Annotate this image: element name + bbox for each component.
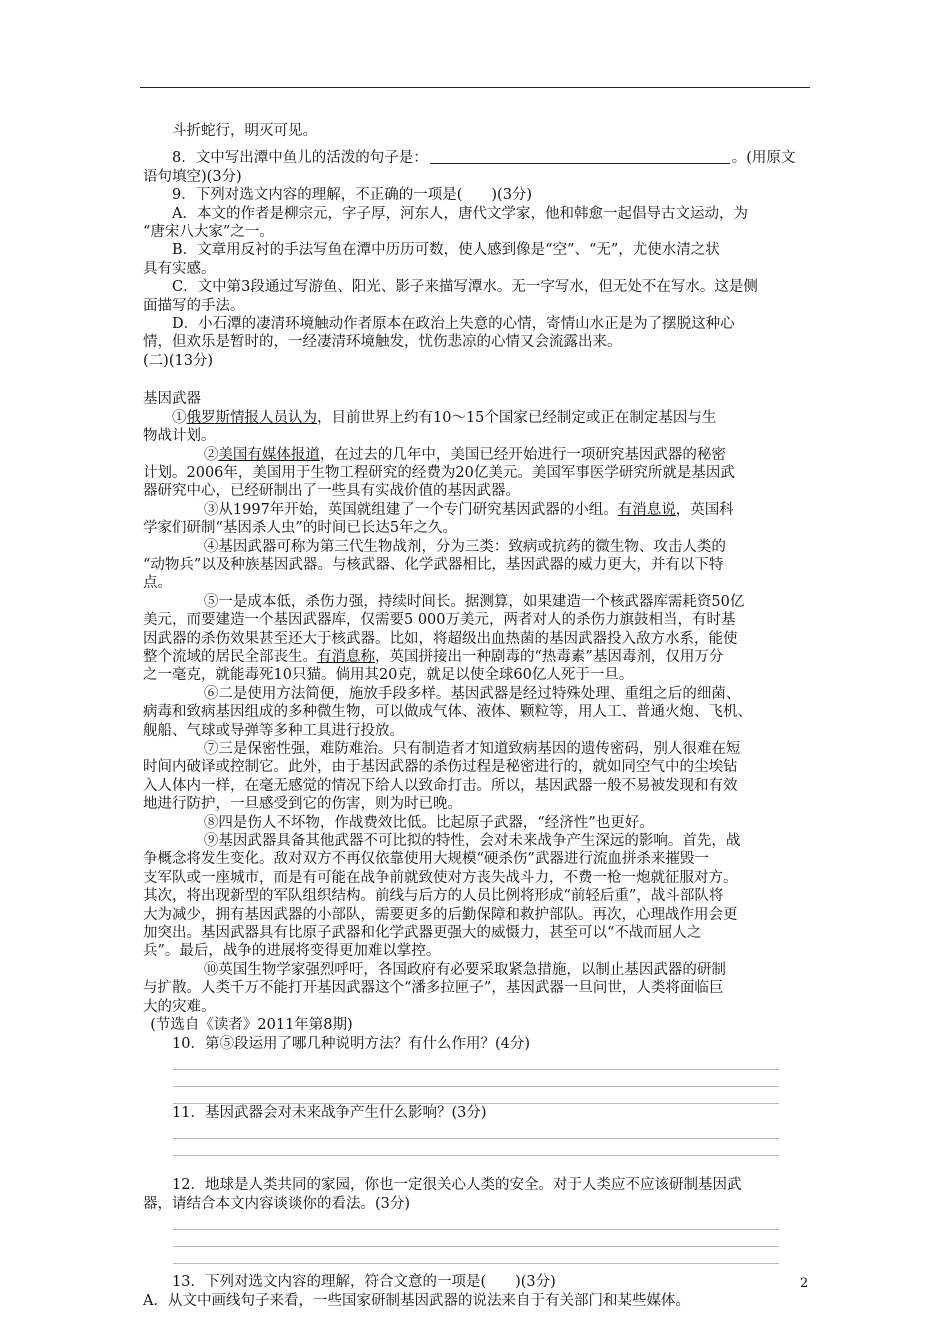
underlined-sentence: 俄罗斯情报人员认为 (186, 409, 317, 426)
paragraph-10: ⑩英国生物学家强烈呼吁，各国政府有必要采取紧急措施，以制止基因武器的研制 (203, 961, 726, 978)
article: 基因武器 ①俄罗斯情报人员认为，目前世界上约有10～15个国家已经制定或正在制定基因与生 物战计划。 ②美国有媒体报道，在过去的几年中，美国已经开始进行一项研究基因武器的秘密 计划。2006年，美国用于生物工程研究的经费为20亿美元。美国军事医学研究所就是基因武 器研究中心，已经研制出了一些具有实战价值的基因武器。 ③从1997年开始，英国就组建了一个专门研究基因武器的小组。有消息说，英国科 学家们研制“基因杀人虫”的时间已长达5年之久。 ④基因武器可称为第三代生物战剂，分为三类：致病或抗药的微生物、攻击人类的 “动物兵”以及种族基因武器。与核武器、化学武器相比，基因武器的威力更大，并有以下特 点。 ⑤一是成本低，杀伤力强，持续时间长。据测算，如果建造一个核武器库需耗资50亿 美元，而要建造一个基因武器库，仅需要5 000万美元，两者对人的杀伤力旗鼓相当，有时基 因武器的杀伤效果甚至还大于核武器。比如，将超级出血热菌的基因武器投入敌方水系，能使 整个流域的居民全部丧生。有消息称，英国拼接出一种剧毒的“热毒素”基因毒剂，仅用万分 之一毫克，就能毒死10只猫。倘用其20克，就足以使全球60亿人死于一旦。 ⑥二是使用方法简便，施放手段多样。基因武器是经过特殊处理、重组之后的细菌、 病毒和致病基因组成的多种微生物，可以做成气体、液体、颗粒等，用人工、普通火炮、飞机、 舰船、气球或导弹等多种工具进行投放。 ⑦三是保密性强，难防难治。只有制造者才知道致病基因的遗传密码，别人很难在短 时间内破译或控制它。此外，由于基因武器的杀伤过程是秘密进行的，就如同空气中的尘埃钻 入人体内一样，在毫无感觉的情况下给人以致命打击。所以，基因武器一般不易被发现和有效 地进行防护，一旦感受到它的伤害，则为时已晚。 ⑧四是伤人不坏物，作战费效比低。比起原子武器，“经济性”也更好。 ⑨基因武器具备其他武器不可比拟的特性，会对未来战争产生深远的影响。首先，战 争概念将发生变化。敌对双方不再仅依靠使用大规模“硬杀伤”武器进行流血拼杀来摧毁一 支军队或一座城市，而是有可能在战争前就致使对方丧失战斗力，不费一枪一炮就征服对方。 其次，将出现新型的军队组织结构。前线与后方的人员比例将形成“前轻后重”，战斗部队将 大为减少，拥有基因武器的小部队，需要更多的后勤保障和救护部队。再次，心理战作用会更 加突出。基因武器具有比原子武器和化学武器更强大的威慑力，甚至可以“不战而屈人之 兵”。最后，战争的进展将变得更加难以掌控。 ⑩英国生物学家强烈呼吁，各国政府有必要采取紧急措施，以制止基因武器的研制 与扩散。人类千万不能打开基因武器这个“潘多拉匣子”，基因武器一旦问世，人类将面临巨 大的灾难。 (节选自《读者》2011年第8期) (143, 390, 810, 1034)
question-stem: 11．基因武器会对未来战争产生什么影响？(3分) (172, 1104, 487, 1121)
article-title: 基因武器 (143, 391, 201, 408)
question-stem: 9．下列对选文内容的理解，不正确的一项是( )(3分) (172, 187, 533, 204)
question-stem: 10．第⑤段运用了哪几种说明方法？有什么作用？(4分) (172, 1035, 530, 1052)
underlined-sentence: 有消息说 (617, 501, 676, 518)
answer-lines[interactable] (173, 1053, 779, 1104)
paragraph-4: ④基因武器可称为第三代生物战剂，分为三类：致病或抗药的微生物、攻击人类的 (203, 538, 726, 555)
question-10 (143, 1035, 810, 1104)
option-b: B．文章用反衬的手法写鱼在潭中历历可数，使人感到像是“空”、“无”，尤使水清之状 (172, 242, 720, 259)
header-rule (140, 87, 810, 88)
option-c: C．文中第3段通过写游鱼、阳光、影子来描写潭水。无一字写水，但无处不在写水。这是侧 (172, 279, 758, 296)
answer-blank[interactable] (430, 149, 730, 164)
section-heading: (二)(13分) (143, 352, 214, 369)
question-9: 9．下列对选文内容的理解，不正确的一项是( )(3分) A．本文的作者是柳宗元，字子厚，河东人，唐代文学家，他和韩愈一起倡导古文运动，为 “唐宋八大家”之一。 B．文章用反衬的手法写鱼在潭中历历可数，使人感到像是“空”、“无”，尤使水清之状 具有实感。 C．文中第3段通过写游鱼、阳光、影子来描写潭水。无一字写水，但无处不在写水。这是侧 面描写的手法。 D．小石潭的凄清环境触动作者原本在政治上失意的心情，寄情山水正是为了摆脱这种心 情，但欢乐是暂时的，一经凄清环境触发，忧伤悲凉的心情又会流露出来。 (143, 186, 810, 352)
question-stem: 12．地球是人类共同的家园，你也一定很关心人类的安全。对于人类应不应该研制基因武 (172, 1177, 742, 1194)
question-stem: 13．下列对选文内容的理解，符合文意的一项是( )(3分) (172, 1274, 556, 1291)
option-a: A．本文的作者是柳宗元，字子厚，河东人，唐代文学家，他和韩愈一起倡导古文运动，为 (172, 205, 748, 222)
paragraph-7: ⑦三是保密性强，难防难治。只有制造者才知道致病基因的遗传密码，别人很难在短 (203, 741, 741, 757)
article-source: (节选自《读者》2011年第8期) (150, 1017, 353, 1034)
page-number: 2 (800, 1276, 809, 1291)
paragraph-5: ⑤一是成本低，杀伤力强，持续时间长。据测算，如果建造一个核武器库需耗资50亿 (203, 593, 745, 610)
content-column (143, 122, 810, 1310)
paragraph-2: ②美国有媒体报道，在过去的几年中，美国已经开始进行一项研究基因武器的秘密 (203, 446, 726, 463)
answer-lines[interactable] (173, 1213, 779, 1264)
question-12: 12．地球是人类共同的家园，你也一定很关心人类的安全。对于人类应不应该研制基因武 器，请结合本文内容谈谈你的看法。(3分) (143, 1176, 810, 1264)
question-8: 8．文中写出潭中鱼儿的活泼的句子是： 。(用原文 语句填空)(3分) (143, 150, 796, 185)
paragraph-9: ⑨基因武器具备其他武器不可比拟的特性，会对未来战争产生深远的影响。首先，战 (203, 833, 741, 850)
paragraph-8: ⑧四是伤人不坏物，作战费效比低。比起原子武器，“经济性”也更好。 (203, 814, 654, 831)
option-a: A．从文中画线句子来看，一些国家研制基因武器的说法来自于有关部门和某些媒体。 (143, 1292, 690, 1309)
paragraph-1: ①俄罗斯情报人员认为，目前世界上约有10～15个国家已经制定或正在制定基因与生 (172, 409, 717, 426)
question-13 (143, 1273, 810, 1310)
paragraph-3: ③从1997年开始，英国就组建了一个专门研究基因武器的小组。有消息说，英国科 (203, 501, 734, 518)
underlined-sentence: 美国有媒体报道 (218, 446, 320, 463)
answer-lines[interactable] (173, 1122, 779, 1156)
option-d: D．小石潭的凄清环境触动作者原本在政治上失意的心情，寄情山水正是为了摆脱这种心 (172, 316, 735, 333)
question-11 (143, 1104, 810, 1156)
underlined-sentence: 有消息称 (317, 648, 375, 665)
continuation-text: 斗折蛇行，明灭可见。 (172, 123, 317, 139)
paragraph-6: ⑥二是使用方法简便，施放手段多样。基因武器是经过特殊处理、重组之后的细菌、 (203, 685, 741, 702)
